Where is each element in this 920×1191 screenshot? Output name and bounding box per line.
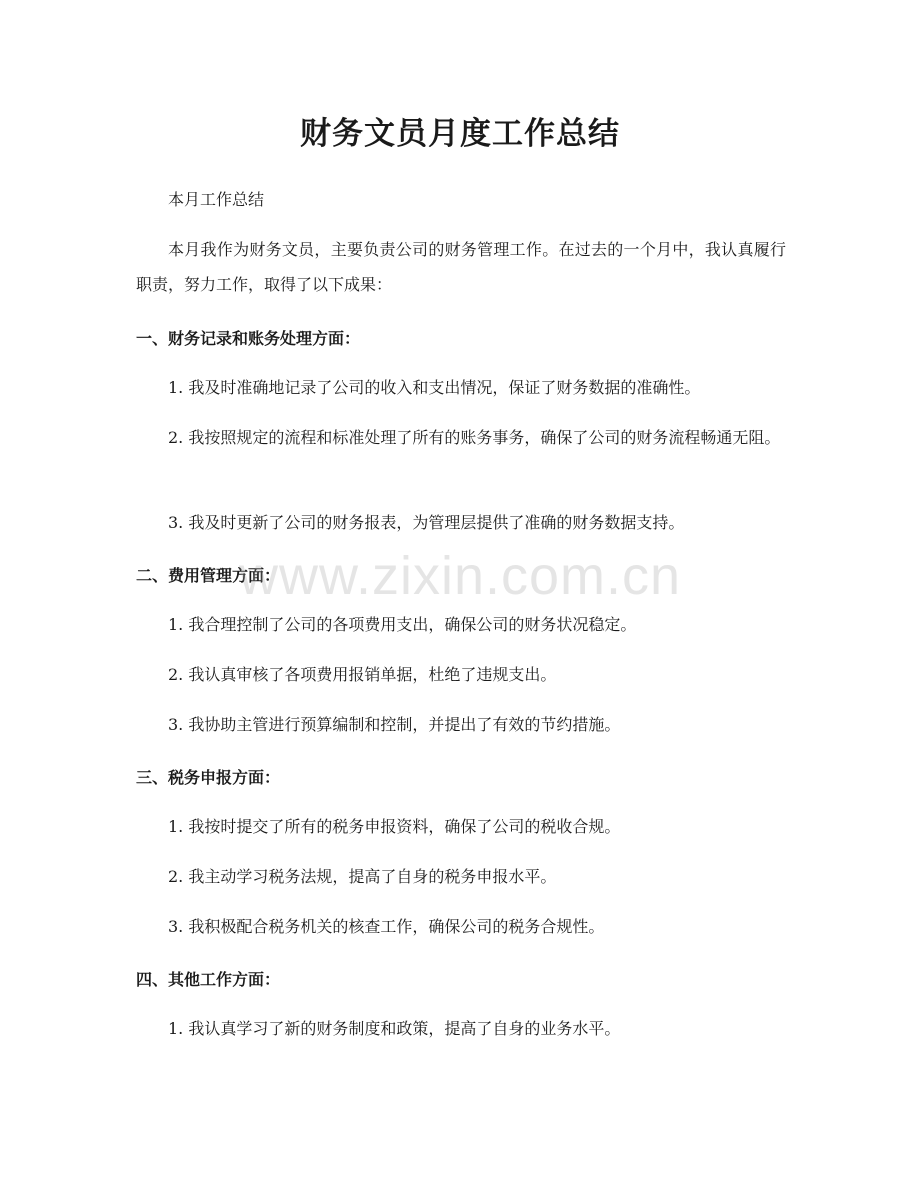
- section-1-item-3: 3. 我及时更新了公司的财务报表，为管理层提供了准确的财务数据支持。: [168, 513, 685, 532]
- section-3-item-2: 2. 我主动学习税务法规，提高了自身的税务申报水平。: [168, 867, 557, 886]
- section-heading-4: 四、其他工作方面：: [136, 970, 281, 989]
- section-1-item-1: 1. 我及时准确地记录了公司的收入和支出情况，保证了财务数据的准确性。: [168, 378, 701, 397]
- section-heading-2: 二、费用管理方面：: [136, 566, 281, 585]
- section-3-item-1: 1. 我按时提交了所有的税务申报资料，确保了公司的税收合规。: [168, 817, 621, 836]
- intro-paragraph: 本月我作为财务文员，主要负责公司的财务管理工作。在过去的一个月中，我认真履行职责，努力工作，取得了以下成果：: [136, 240, 786, 294]
- intro-label: 本月工作总结: [168, 190, 265, 209]
- section-4-item-1: 1. 我认真学习了新的财务制度和政策，提高了自身的业务水平。: [168, 1019, 621, 1038]
- watermark: www.zixin.com.cn: [238, 546, 682, 606]
- section-2-item-2: 2. 我认真审核了各项费用报销单据，杜绝了违规支出。: [168, 665, 557, 684]
- section-2-item-1: 1. 我合理控制了公司的各项费用支出，确保公司的财务状况稳定。: [168, 615, 637, 634]
- section-2-item-3: 3. 我协助主管进行预算编制和控制，并提出了有效的节约措施。: [168, 715, 621, 734]
- section-3-item-3: 3. 我积极配合税务机关的核查工作，确保公司的税务合规性。: [168, 917, 605, 936]
- section-heading-3: 三、税务申报方面：: [136, 768, 281, 787]
- document-title: 财务文员月度工作总结: [300, 116, 620, 152]
- section-1-item-2: 2. 我按照规定的流程和标准处理了所有的账务事务，确保了公司的财务流程畅通无阻。: [168, 428, 781, 447]
- section-heading-1: 一、财务记录和账务处理方面：: [136, 329, 361, 348]
